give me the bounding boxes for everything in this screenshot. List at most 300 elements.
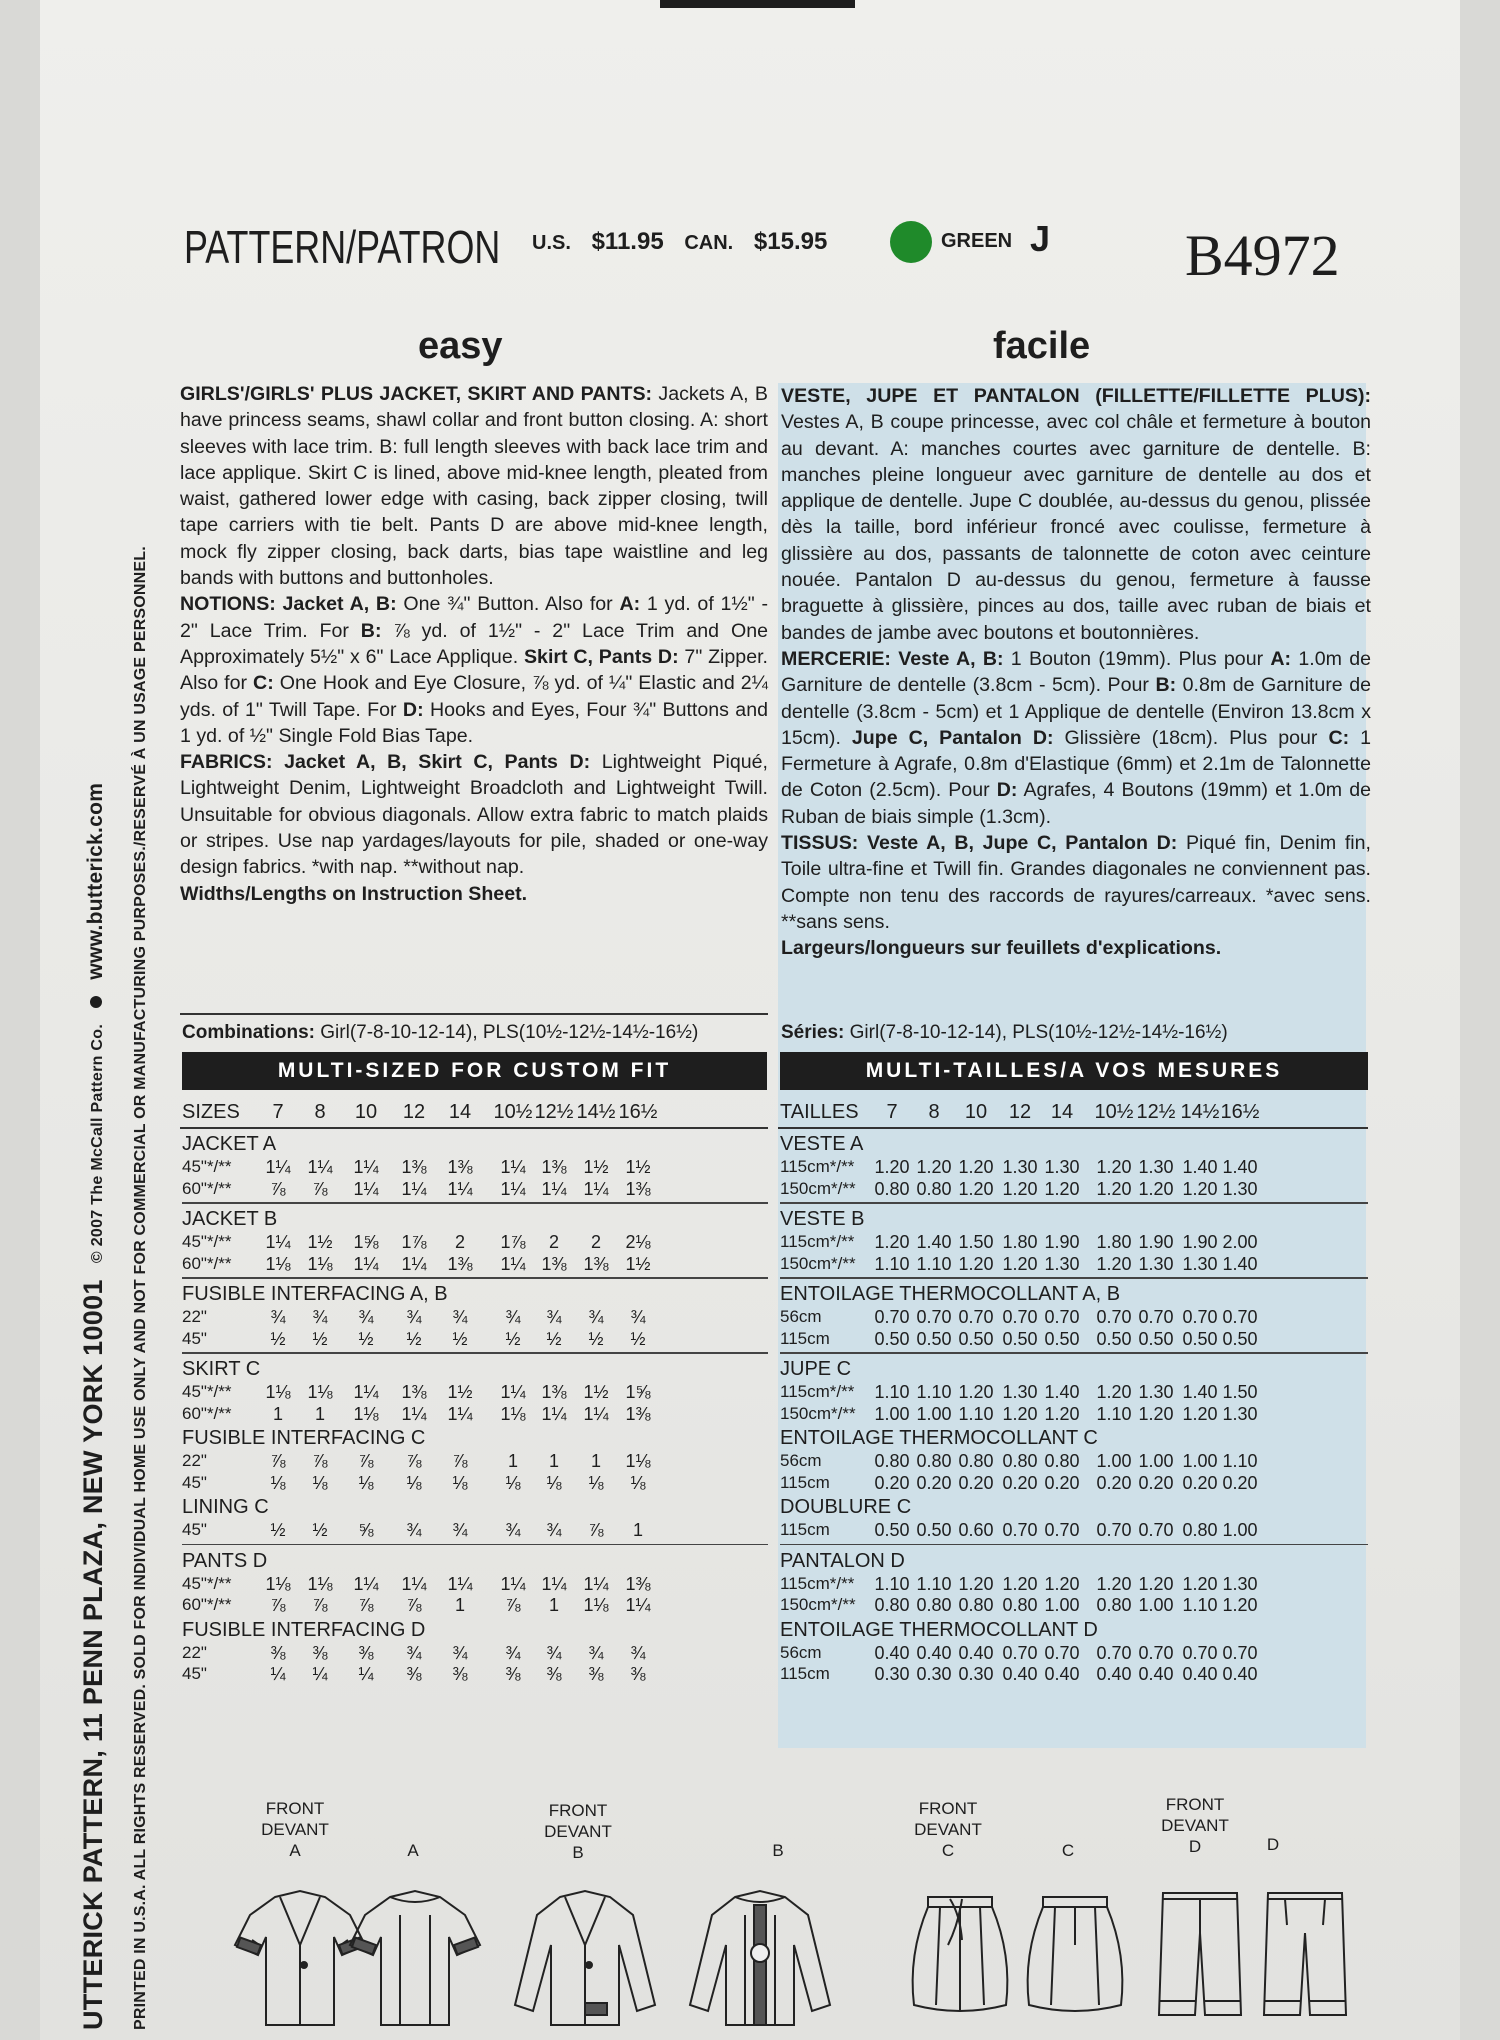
yardage-cell: 0.70 bbox=[874, 1307, 910, 1327]
section-title: VESTE B bbox=[780, 1208, 865, 1230]
width-label: 45" bbox=[182, 1664, 207, 1683]
front-label: FRONT bbox=[548, 1801, 608, 1820]
width-label: 60"*/** bbox=[182, 1595, 232, 1614]
size-header: 8 bbox=[314, 1101, 326, 1123]
view-c-back-label: C bbox=[1061, 1841, 1075, 1860]
mercerie-c2: C: bbox=[1328, 726, 1350, 749]
yardage-cell: 1⅛ bbox=[353, 1403, 379, 1424]
yardage-cell: 1⅜ bbox=[625, 1403, 651, 1424]
green-dot-icon bbox=[890, 221, 932, 263]
yardage-cell: 1.20 bbox=[958, 1253, 994, 1274]
yardage-cell: 1⅝ bbox=[625, 1382, 651, 1402]
top-edge-tab bbox=[660, 0, 855, 8]
width-label: 115cm bbox=[780, 1328, 830, 1348]
yardage-cell: ⅜ bbox=[588, 1664, 604, 1684]
yardage-cell: 0.80 bbox=[916, 1451, 952, 1471]
yardage-cell: 1.40 bbox=[1182, 1382, 1218, 1402]
width-label: 60"*/** bbox=[182, 1178, 232, 1198]
yardage-cell: 2 bbox=[454, 1232, 465, 1252]
width-label: 22" bbox=[182, 1451, 207, 1470]
mercerie-text: 1.0m de Garniture de dentelle (3.8cm - 5cm). Pour bbox=[781, 647, 1371, 697]
yardage-cell: ⅞ bbox=[270, 1178, 286, 1199]
section-title: JACKET A bbox=[182, 1133, 277, 1155]
yardage-cell: 2.00 bbox=[1222, 1232, 1258, 1252]
notions-d: D: bbox=[402, 698, 424, 721]
width-label: 45" bbox=[182, 1472, 207, 1492]
yardage-cell: 1 bbox=[507, 1451, 518, 1471]
english-band: MULTI-SIZED FOR CUSTOM FIT bbox=[182, 1052, 767, 1090]
notions-b: B: bbox=[360, 619, 382, 642]
yardage-cell: 0.80 bbox=[1002, 1595, 1038, 1615]
yardage-cell: 0.70 bbox=[916, 1307, 952, 1327]
yardage-cell: ⅞ bbox=[452, 1451, 468, 1471]
sizes-label: TAILLES bbox=[780, 1101, 859, 1123]
yardage-cell: ¼ bbox=[312, 1664, 328, 1684]
yardage-cell: 1.20 bbox=[958, 1382, 994, 1402]
combinations-line bbox=[182, 1022, 698, 1044]
series-line bbox=[781, 1022, 1228, 1044]
yardage-cell: 0.80 bbox=[958, 1595, 994, 1615]
notions-text: Hooks and Eyes, Four ¾" Buttons and 1 yd. of ½" Single Fold Bias Tape. bbox=[180, 698, 768, 747]
notions-text: 7" Zipper. Also for bbox=[180, 645, 768, 695]
width-label: 45"*/** bbox=[182, 1382, 232, 1401]
section-divider bbox=[182, 1277, 768, 1279]
yardage-cell: 1.20 bbox=[874, 1157, 910, 1177]
yardage-cell: 1.20 bbox=[1096, 1573, 1132, 1594]
yardage-cell: 1.00 bbox=[1044, 1595, 1080, 1615]
width-label: 150cm*/** bbox=[780, 1595, 856, 1614]
yardage-cell: 0.40 bbox=[1138, 1664, 1174, 1684]
side-rights-line: PRINTED IN U.S.A. ALL RIGHTS RESERVED. SOLD FOR INDIVIDUAL HOME USE ONLY AND NOT FOR COMMERCIAL OR MANUFACTURING PURPOSES./RESERVÉ À UN USAGE PERSONNEL. bbox=[132, 546, 149, 2030]
width-label: 150cm*/** bbox=[780, 1403, 856, 1423]
devant-label: DEVANT bbox=[914, 1820, 982, 1839]
section-title: FUSIBLE INTERFACING C bbox=[182, 1427, 426, 1449]
yardage-cell: 1.30 bbox=[1002, 1157, 1038, 1177]
yardage-cell: 1.40 bbox=[1044, 1382, 1080, 1402]
section-title: JUPE C bbox=[780, 1358, 852, 1380]
mercerie-text: 1 Bouton (19mm). Plus pour bbox=[1003, 647, 1271, 670]
yardage-cell: ¾ bbox=[406, 1642, 422, 1663]
english-description bbox=[180, 381, 768, 907]
yardage-cell: 1.20 bbox=[874, 1232, 910, 1252]
yardage-cell: 1.30 bbox=[1222, 1403, 1258, 1424]
yardage-cell: ¾ bbox=[546, 1307, 562, 1327]
yardage-cell: 1⅜ bbox=[401, 1382, 427, 1402]
yardage-cell: 1 bbox=[314, 1403, 325, 1424]
width-label: 115cm bbox=[780, 1472, 830, 1492]
front-label: FRONT bbox=[918, 1799, 978, 1818]
yardage-cell: 1¼ bbox=[447, 1403, 473, 1424]
section-divider bbox=[182, 1544, 768, 1546]
website-text: www.butterick.com bbox=[84, 782, 107, 980]
pants-d-front-drawing bbox=[1145, 1885, 1255, 2030]
view-d-back-label: D bbox=[1266, 1835, 1280, 1854]
bullet-icon bbox=[90, 996, 102, 1008]
yardage-cell: 1⅛ bbox=[307, 1253, 333, 1274]
yardage-cell: 0.70 bbox=[1044, 1307, 1080, 1327]
yardage-cell: 0.60 bbox=[958, 1520, 994, 1540]
devant-label: DEVANT bbox=[1161, 1816, 1229, 1835]
yardage-cell: 1.20 bbox=[1138, 1573, 1174, 1594]
comb-value: Girl(7-8-10-12-14), PLS(10½-12½-14½-16½) bbox=[844, 1022, 1228, 1043]
yardage-cell: 0.70 bbox=[1222, 1307, 1258, 1327]
english-heading: easy bbox=[418, 325, 503, 367]
yardage-cell: 1.10 bbox=[916, 1573, 952, 1594]
yardage-cell: 1¼ bbox=[447, 1178, 473, 1199]
comb-label: Combinations: bbox=[182, 1022, 315, 1043]
size-header: 7 bbox=[272, 1101, 284, 1123]
english-yardage-table bbox=[182, 1133, 768, 1733]
yardage-cell: ¾ bbox=[312, 1307, 328, 1327]
yardage-cell: ⅞ bbox=[312, 1178, 328, 1199]
yardage-cell: ⅛ bbox=[546, 1472, 562, 1493]
desc-title: VESTE, JUPE ET PANTALON (FILLETTE/FILLETTE PLUS): bbox=[781, 385, 1371, 407]
yardage-cell: 1¼ bbox=[500, 1573, 526, 1594]
yardage-cell: 1⅜ bbox=[625, 1573, 651, 1594]
size-header: 14 bbox=[448, 1101, 472, 1123]
can-price: $15.95 bbox=[753, 228, 828, 255]
notions-text: One Hook and Eye Closure, ⅞ yd. of ¼" Elastic and 2¼ yds. of 1" Twill Tape. For bbox=[180, 672, 768, 721]
yardage-cell: 0.20 bbox=[1096, 1472, 1132, 1493]
yardage-cell: 1.10 bbox=[874, 1573, 910, 1594]
yardage-cell: ½ bbox=[630, 1328, 646, 1349]
devant-label: DEVANT bbox=[544, 1822, 612, 1841]
yardage-cell: 1.30 bbox=[1222, 1178, 1258, 1199]
section-title: VESTE A bbox=[780, 1133, 864, 1155]
yardage-cell: ⅜ bbox=[452, 1664, 468, 1684]
yardage-cell: 1¼ bbox=[307, 1157, 333, 1177]
desc-body: Jackets A, B have princess seams, shawl collar and front button closing. A: short sleeves with lace trim. B: full length sleeves with back lace trim and lace applique. Skirt C is lined, above mid-knee length, pleated from waist, gathered lower edge with casing, back zipper closing, twill tape carriers with tie belt. Pants D are above mid-knee length, mock fly zipper closing, back darts, bias tape waistline and leg bands with buttons and buttonholes. bbox=[180, 383, 768, 590]
yardage-cell: 1¼ bbox=[500, 1178, 526, 1199]
comb-value: Girl(7-8-10-12-14), PLS(10½-12½-14½-16½) bbox=[315, 1022, 699, 1043]
section-divider bbox=[780, 1277, 1368, 1279]
yardage-cell: ½ bbox=[270, 1520, 286, 1540]
yardage-cell: 1.20 bbox=[958, 1157, 994, 1177]
width-label: 45"*/** bbox=[182, 1573, 232, 1593]
yardage-cell: 1½ bbox=[307, 1232, 333, 1252]
yardage-cell: ⅛ bbox=[505, 1472, 521, 1493]
price-block bbox=[532, 228, 841, 288]
yardage-cell: 0.20 bbox=[1138, 1472, 1174, 1493]
us-label: U.S. bbox=[532, 232, 571, 254]
size-header: 7 bbox=[886, 1101, 898, 1123]
yardage-cell: 0.50 bbox=[1182, 1328, 1218, 1349]
yardage-cell: 2 bbox=[590, 1232, 601, 1252]
yardage-cell: 1.00 bbox=[1222, 1520, 1258, 1540]
width-label: 150cm*/** bbox=[780, 1178, 856, 1198]
yardage-cell: ⅞ bbox=[270, 1595, 286, 1615]
french-band: MULTI-TAILLES/A VOS MESURES bbox=[780, 1052, 1368, 1090]
french-yardage-table bbox=[780, 1133, 1368, 1733]
yardage-cell: 0.50 bbox=[958, 1328, 994, 1349]
view-a-front-label bbox=[240, 1798, 350, 1861]
yardage-cell: 0.50 bbox=[1096, 1328, 1132, 1349]
yardage-cell: 1⅜ bbox=[541, 1157, 567, 1177]
yardage-cell: 0.70 bbox=[1002, 1520, 1038, 1540]
size-header: 12 bbox=[1008, 1101, 1032, 1123]
yardage-cell: 0.70 bbox=[1044, 1642, 1080, 1663]
yardage-cell: ⅞ bbox=[406, 1451, 422, 1471]
view-b-front-label bbox=[523, 1800, 633, 1863]
section-title: ENTOILAGE THERMOCOLLANT A, B bbox=[780, 1283, 1121, 1305]
yardage-cell: ¾ bbox=[588, 1307, 604, 1327]
yardage-cell: 1.10 bbox=[1222, 1451, 1258, 1471]
yardage-cell: 0.40 bbox=[1096, 1664, 1132, 1684]
width-label: 115cm*/** bbox=[780, 1573, 855, 1593]
yardage-cell: 1¼ bbox=[353, 1253, 379, 1274]
french-description bbox=[781, 383, 1371, 962]
yardage-cell: ¾ bbox=[452, 1642, 468, 1663]
view-a-back-label: A bbox=[407, 1841, 419, 1860]
yardage-cell: 1.40 bbox=[1222, 1253, 1258, 1274]
width-label: 115cm*/** bbox=[780, 1382, 855, 1401]
yardage-cell: 1¼ bbox=[583, 1403, 609, 1424]
pattern-label: PATTERN/PATRON bbox=[184, 221, 501, 273]
view-letter: A bbox=[289, 1841, 301, 1860]
yardage-cell: 1.30 bbox=[1044, 1157, 1080, 1177]
yardage-cell: 1⅜ bbox=[625, 1178, 651, 1199]
yardage-cell: 1.20 bbox=[1096, 1382, 1132, 1402]
yardage-cell: 0.50 bbox=[1222, 1328, 1258, 1349]
yardage-cell: ¼ bbox=[270, 1664, 286, 1684]
yardage-cell: 1.90 bbox=[1138, 1232, 1174, 1252]
size-header: 10½ bbox=[493, 1101, 533, 1123]
width-label: 45"*/** bbox=[182, 1232, 232, 1251]
skirt-c-front-drawing bbox=[900, 1885, 1020, 2030]
mercerie-text: 0.8m de Garniture de dentelle (3.8cm - 5cm) et 1 Applique de dentelle (Environ 13.8cm x 15cm). bbox=[781, 674, 1371, 749]
mercerie-text: 1 Fermeture à Agrafe, 0.8m d'Elastique (6mm) et 2.1m de Talonnette de Coton (2.5cm). Pour bbox=[781, 726, 1372, 802]
yardage-cell: 1.20 bbox=[1002, 1403, 1038, 1424]
section-divider bbox=[182, 1202, 768, 1204]
notions-a: A: bbox=[619, 593, 641, 616]
section-divider bbox=[182, 1352, 768, 1354]
yardage-cell: 2⅛ bbox=[625, 1232, 651, 1252]
jacket-a-back-drawing bbox=[345, 1885, 485, 2030]
yardage-cell: 1.20 bbox=[1182, 1178, 1218, 1199]
view-letter: C bbox=[941, 1841, 955, 1860]
yardage-cell: ½ bbox=[312, 1520, 328, 1540]
divider-rule bbox=[180, 1013, 768, 1015]
yardage-cell: 1.20 bbox=[1044, 1178, 1080, 1199]
yardage-cell: 1.20 bbox=[1096, 1157, 1132, 1177]
yardage-cell: 1.00 bbox=[1138, 1595, 1174, 1615]
yardage-cell: ⅛ bbox=[452, 1472, 468, 1493]
yardage-cell: 0.50 bbox=[1002, 1328, 1038, 1349]
notions-text: 1 yd. of 1½" - 2" Lace Trim. For bbox=[180, 593, 768, 642]
yardage-cell: 1.80 bbox=[1096, 1232, 1132, 1252]
yardage-cell: 0.80 bbox=[958, 1451, 994, 1471]
yardage-cell: ¾ bbox=[358, 1307, 374, 1327]
size-header: 14½ bbox=[1180, 1101, 1220, 1123]
yardage-cell: 0.70 bbox=[1002, 1307, 1038, 1327]
yardage-cell: ⅜ bbox=[505, 1664, 521, 1684]
section-title: LINING C bbox=[182, 1496, 269, 1518]
view-letter: B bbox=[572, 1843, 584, 1862]
yardage-cell: 1 bbox=[548, 1595, 559, 1615]
section-title: FUSIBLE INTERFACING D bbox=[182, 1618, 426, 1641]
yardage-cell: 1.00 bbox=[1182, 1451, 1218, 1471]
yardage-cell: 0.80 bbox=[916, 1178, 952, 1199]
side-publisher-line bbox=[78, 783, 109, 2030]
yardage-cell: 1¼ bbox=[583, 1178, 609, 1199]
yardage-cell: 1.00 bbox=[916, 1403, 952, 1424]
yardage-cell: ⅜ bbox=[546, 1664, 562, 1684]
yardage-cell: 1 bbox=[454, 1595, 465, 1615]
yardage-cell: 0.70 bbox=[1096, 1307, 1132, 1327]
yardage-cell: 1.30 bbox=[1138, 1157, 1174, 1177]
yardage-cell: 1.10 bbox=[874, 1253, 910, 1274]
notions-title: NOTIONS: Jacket A, B: bbox=[180, 593, 397, 616]
yardage-cell: 1.30 bbox=[1222, 1573, 1258, 1594]
fabrics-title: FABRICS: Jacket A, B, Skirt C, Pants D: bbox=[180, 751, 591, 774]
yardage-cell: 1½ bbox=[583, 1157, 609, 1177]
yardage-cell: 1⅛ bbox=[500, 1403, 526, 1424]
yardage-cell: ⅞ bbox=[312, 1595, 328, 1615]
copyright-text: © 2007 The McCall Pattern Co. bbox=[89, 1023, 106, 1264]
yardage-cell: 1.20 bbox=[1096, 1178, 1132, 1199]
yardage-cell: 1⅜ bbox=[447, 1253, 473, 1274]
yardage-cell: 1.00 bbox=[874, 1403, 910, 1424]
jacket-b-back-drawing bbox=[680, 1885, 840, 2030]
yardage-cell: 1 bbox=[548, 1451, 559, 1471]
width-label: 115cm*/** bbox=[780, 1157, 855, 1176]
yardage-cell: 1.20 bbox=[958, 1573, 994, 1594]
yardage-cell: ⅜ bbox=[312, 1642, 328, 1663]
yardage-cell: 1.10 bbox=[1096, 1403, 1132, 1424]
view-d-front-label bbox=[1140, 1794, 1250, 1857]
french-sizes-row bbox=[780, 1101, 1368, 1125]
yardage-cell: 0.70 bbox=[1044, 1520, 1080, 1540]
yardage-cell: 1⅛ bbox=[307, 1573, 333, 1594]
yardage-cell: 1.40 bbox=[916, 1232, 952, 1252]
yardage-cell: 1.20 bbox=[958, 1178, 994, 1199]
section-title: PANTALON D bbox=[780, 1549, 905, 1572]
width-label: 56cm bbox=[780, 1642, 822, 1662]
yardage-cell: 1¼ bbox=[541, 1178, 567, 1199]
yardage-cell: 0.40 bbox=[1044, 1664, 1080, 1684]
garment-views bbox=[180, 1790, 1370, 2030]
yardage-cell: 1¼ bbox=[353, 1178, 379, 1199]
yardage-cell: 0.80 bbox=[1002, 1451, 1038, 1471]
yardage-cell: 1.20 bbox=[1138, 1403, 1174, 1424]
desc-title: GIRLS'/GIRLS' PLUS JACKET, SKIRT AND PANTS: bbox=[180, 383, 653, 405]
yardage-cell: 1.00 bbox=[1138, 1451, 1174, 1471]
section-title: SKIRT C bbox=[182, 1358, 261, 1380]
yardage-cell: 1⅞ bbox=[401, 1232, 427, 1252]
view-b-back-label: B bbox=[772, 1841, 784, 1860]
yardage-cell: 1⅜ bbox=[541, 1253, 567, 1274]
yardage-cell: 1¼ bbox=[500, 1382, 526, 1402]
yardage-cell: 1.30 bbox=[1138, 1253, 1174, 1274]
yardage-cell: 0.40 bbox=[1002, 1664, 1038, 1684]
yardage-cell: ⅜ bbox=[630, 1664, 646, 1684]
yardage-cell: 1⅜ bbox=[447, 1157, 473, 1177]
yardage-cell: ½ bbox=[312, 1328, 328, 1349]
yardage-cell: ½ bbox=[270, 1328, 286, 1349]
yardage-cell: 0.20 bbox=[1044, 1472, 1080, 1493]
yardage-cell: 0.40 bbox=[1222, 1664, 1258, 1684]
yardage-cell: 1⅞ bbox=[500, 1232, 526, 1252]
yardage-cell: 0.70 bbox=[1138, 1520, 1174, 1540]
yardage-cell: ¾ bbox=[406, 1520, 422, 1540]
view-letter: D bbox=[1188, 1837, 1202, 1856]
yardage-cell: ½ bbox=[452, 1328, 468, 1349]
yardage-cell: ⅜ bbox=[270, 1642, 286, 1663]
yardage-cell: 1¼ bbox=[541, 1573, 567, 1594]
yardage-cell: ⅞ bbox=[312, 1451, 328, 1471]
yardage-cell: 1.20 bbox=[1002, 1178, 1038, 1199]
size-header: 16½ bbox=[1220, 1101, 1260, 1123]
notions-text: ⅞ yd. of 1½" - 2" Lace Trim and One Approximately 5½" x 6" Lace Applique. bbox=[180, 619, 768, 668]
yardage-cell: 1.90 bbox=[1182, 1232, 1218, 1252]
yardage-cell: 0.40 bbox=[916, 1642, 952, 1663]
comb-label: Séries: bbox=[781, 1022, 845, 1043]
mercerie-b: B: bbox=[1155, 674, 1177, 697]
yardage-cell: ¾ bbox=[452, 1307, 468, 1327]
yardage-cell: 0.70 bbox=[1002, 1642, 1038, 1663]
jacket-b-front-drawing bbox=[505, 1885, 665, 2030]
width-label: 115cm bbox=[780, 1520, 830, 1539]
yardage-cell: 0.30 bbox=[958, 1664, 994, 1684]
publisher-address: UTTERICK PATTERN, 11 PENN PLAZA, NEW YORK 10001 bbox=[78, 1279, 108, 2030]
yardage-cell: 1.40 bbox=[1222, 1157, 1258, 1177]
can-label: CAN. bbox=[684, 232, 734, 254]
yardage-cell: 0.50 bbox=[874, 1328, 910, 1349]
yardage-cell: 1¼ bbox=[401, 1403, 427, 1424]
yardage-cell: 1¼ bbox=[401, 1178, 427, 1199]
width-label: 56cm bbox=[780, 1307, 822, 1326]
yardage-cell: 1.50 bbox=[1222, 1382, 1258, 1402]
notions-c2: C: bbox=[253, 672, 274, 695]
width-label: 150cm*/** bbox=[780, 1253, 856, 1273]
yardage-cell: 0.80 bbox=[874, 1595, 910, 1615]
pants-d-back-drawing bbox=[1250, 1885, 1360, 2030]
yardage-cell: 0.50 bbox=[916, 1328, 952, 1349]
size-header: 10 bbox=[354, 1101, 378, 1123]
notions-text: One ¾" Button. Also for bbox=[396, 593, 620, 616]
yardage-cell: 1¼ bbox=[541, 1403, 567, 1424]
yardage-cell: 0.70 bbox=[958, 1307, 994, 1327]
english-sizes-row bbox=[182, 1101, 768, 1125]
us-price: $11.95 bbox=[591, 228, 664, 255]
yardage-cell: 0.70 bbox=[1182, 1642, 1218, 1663]
yardage-cell: ⅞ bbox=[406, 1595, 422, 1615]
yardage-cell: 1.20 bbox=[1002, 1253, 1038, 1274]
yardage-cell: 1.20 bbox=[1138, 1178, 1174, 1199]
width-label: 60"*/** bbox=[182, 1253, 232, 1273]
yardage-cell: 1 bbox=[632, 1520, 643, 1540]
yardage-cell: ⅞ bbox=[270, 1451, 286, 1471]
yardage-cell: 1.90 bbox=[1044, 1232, 1080, 1252]
yardage-cell: 1½ bbox=[583, 1382, 609, 1402]
width-label: 60"*/** bbox=[182, 1403, 232, 1423]
yardage-cell: 1 bbox=[590, 1451, 601, 1471]
yardage-cell: 1.30 bbox=[1044, 1253, 1080, 1274]
section-title: ENTOILAGE THERMOCOLLANT D bbox=[780, 1618, 1098, 1641]
yardage-cell: ¾ bbox=[630, 1307, 646, 1327]
yardage-cell: 0.50 bbox=[1138, 1328, 1174, 1349]
yardage-cell: 0.50 bbox=[1044, 1328, 1080, 1349]
yardage-cell: ⅛ bbox=[358, 1472, 374, 1493]
yardage-cell: ⅛ bbox=[270, 1472, 286, 1493]
yardage-cell: 0.80 bbox=[1096, 1595, 1132, 1615]
mercerie-title: MERCERIE: Veste A, B: bbox=[781, 647, 1004, 670]
widths-note: Largeurs/longueurs sur feuillets d'explications. bbox=[781, 937, 1222, 960]
yardage-cell: ¾ bbox=[452, 1520, 468, 1540]
yardage-cell: 1.10 bbox=[1182, 1595, 1218, 1615]
mercerie-d: D: bbox=[996, 779, 1018, 802]
mercerie-text: Glissière (18cm). Plus pour bbox=[1053, 726, 1329, 749]
